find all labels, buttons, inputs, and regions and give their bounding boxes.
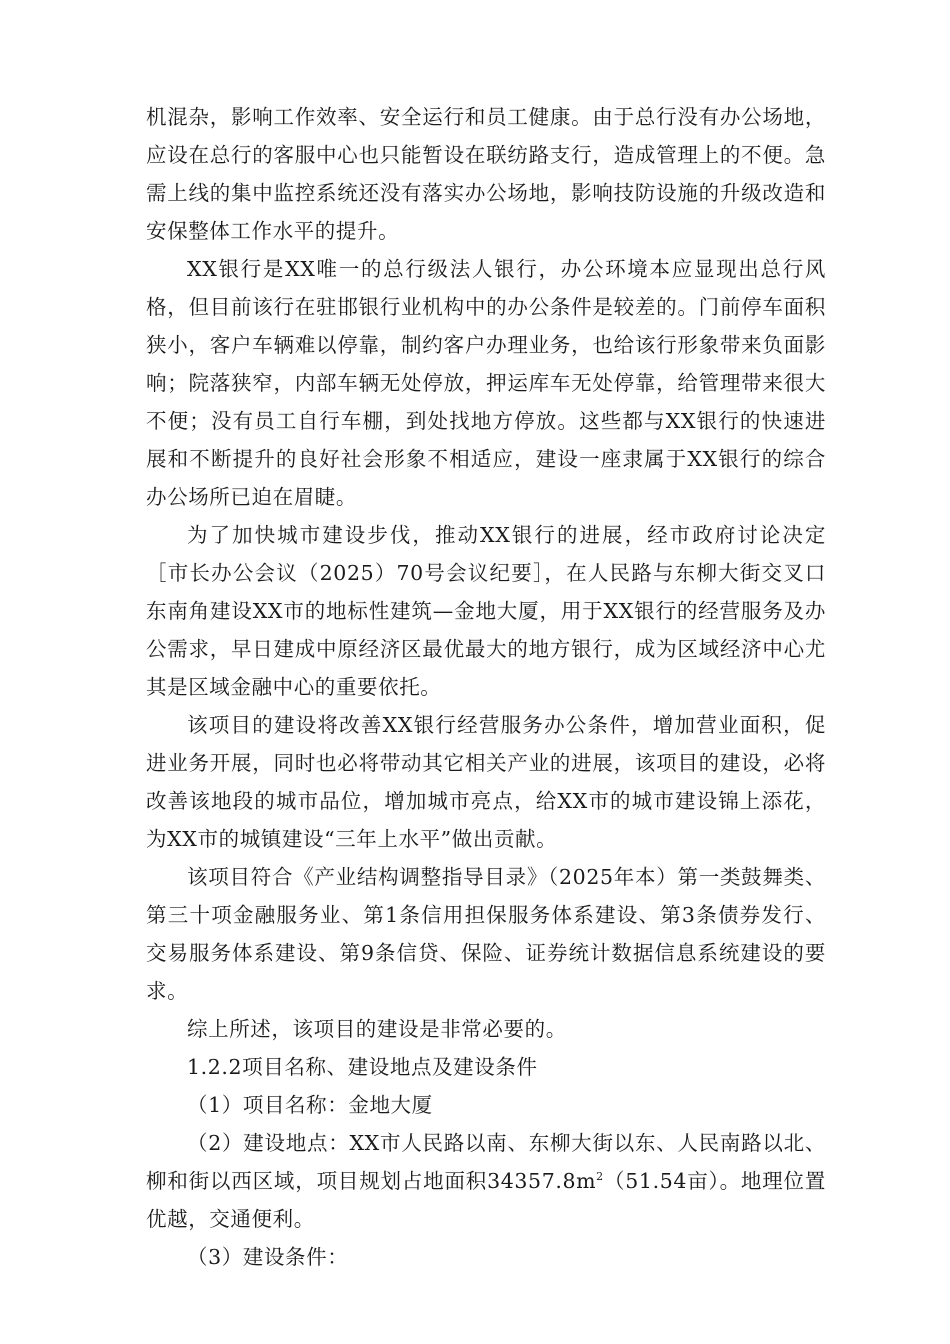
paragraph-continuation: 机混杂，影响工作效率、安全运行和员工健康。由于总行没有办公场地，应设在总行的客服中心也只能暂设在联纺路支行，造成管理上的不便。急需上线的集中监控系统还没有落实办公场地，影响技防设施的升级改造和安保整体工作水平的提升。 [146,105,826,243]
location-text-continued: （51.54亩）。地理位置优越，交通便利。 [146,1169,826,1231]
paragraph-conclusion: 综上所述，该项目的建设是非常必要的。 [187,1017,567,1041]
document-body [146,98,826,1276]
paragraph-office-conditions: XX银行是XX唯一的总行级法人银行，办公环境本应显现出总行风格，但目前该行在驻邯银行业机构中的办公条件是较差的。门前停车面积狭小，客户车辆难以停靠，制约客户办理业务，也给该行形象带来负面影响；院落狭窄，内部车辆无处停放，押运库车无处停靠，给管理带来很大不便；没有员工自行车棚，到处找地方停放。这些都与XX银行的快速进展和不断提升的良好社会形象不相适应，建设一座隶属于XX银行的综合办公场所已迫在眉睫。 [146,257,826,509]
section-heading-1-2-2: 1.2.2项目名称、建设地点及建设条件 [187,1055,538,1079]
paragraph-policy-compliance: 该项目符合《产业结构调整指导目录》（2025年本）第一类鼓舞类、第三十项金融服务业、第1条信用担保服务体系建设、第3条债券发行、交易服务体系建设、第9条信贷、保险、证券统计数据信息系统建设的要求。 [146,865,826,1003]
project-location-item [146,1124,826,1238]
construction-conditions-heading: （3）建设条件： [187,1245,349,1269]
project-name-item: （1）项目名称：金地大厦 [187,1093,433,1117]
location-text: （2）建设地点：XX市人民路以南、东柳大街以东、人民南路以北、柳和街以西区域，项目规划占地面积34357.8m [146,1131,826,1193]
paragraph-government-decision: 为了加快城市建设步伐，推动XX银行的进展，经市政府讨论决定［市长办公会议（2025）70号会议纪要］，在人民路与东柳大街交叉口东南角建设XX市的地标性建筑—金地大厦，用于XX银行的经营服务及办公需求，早日建成中原经济区最优最大的地方银行，成为区域经济中心尤其是区域金融中心的重要依托。 [146,523,826,699]
paragraph-project-benefits: 该项目的建设将改善XX银行经营服务办公条件，增加营业面积，促进业务开展，同时也必将带动其它相关产业的进展，该项目的建设，必将改善该地段的城市品位，增加城市亮点，给XX市的城市建设锦上添花，为XX市的城镇建设“三年上水平”做出贡献。 [146,713,826,851]
area-unit-superscript: 2 [596,1170,604,1184]
